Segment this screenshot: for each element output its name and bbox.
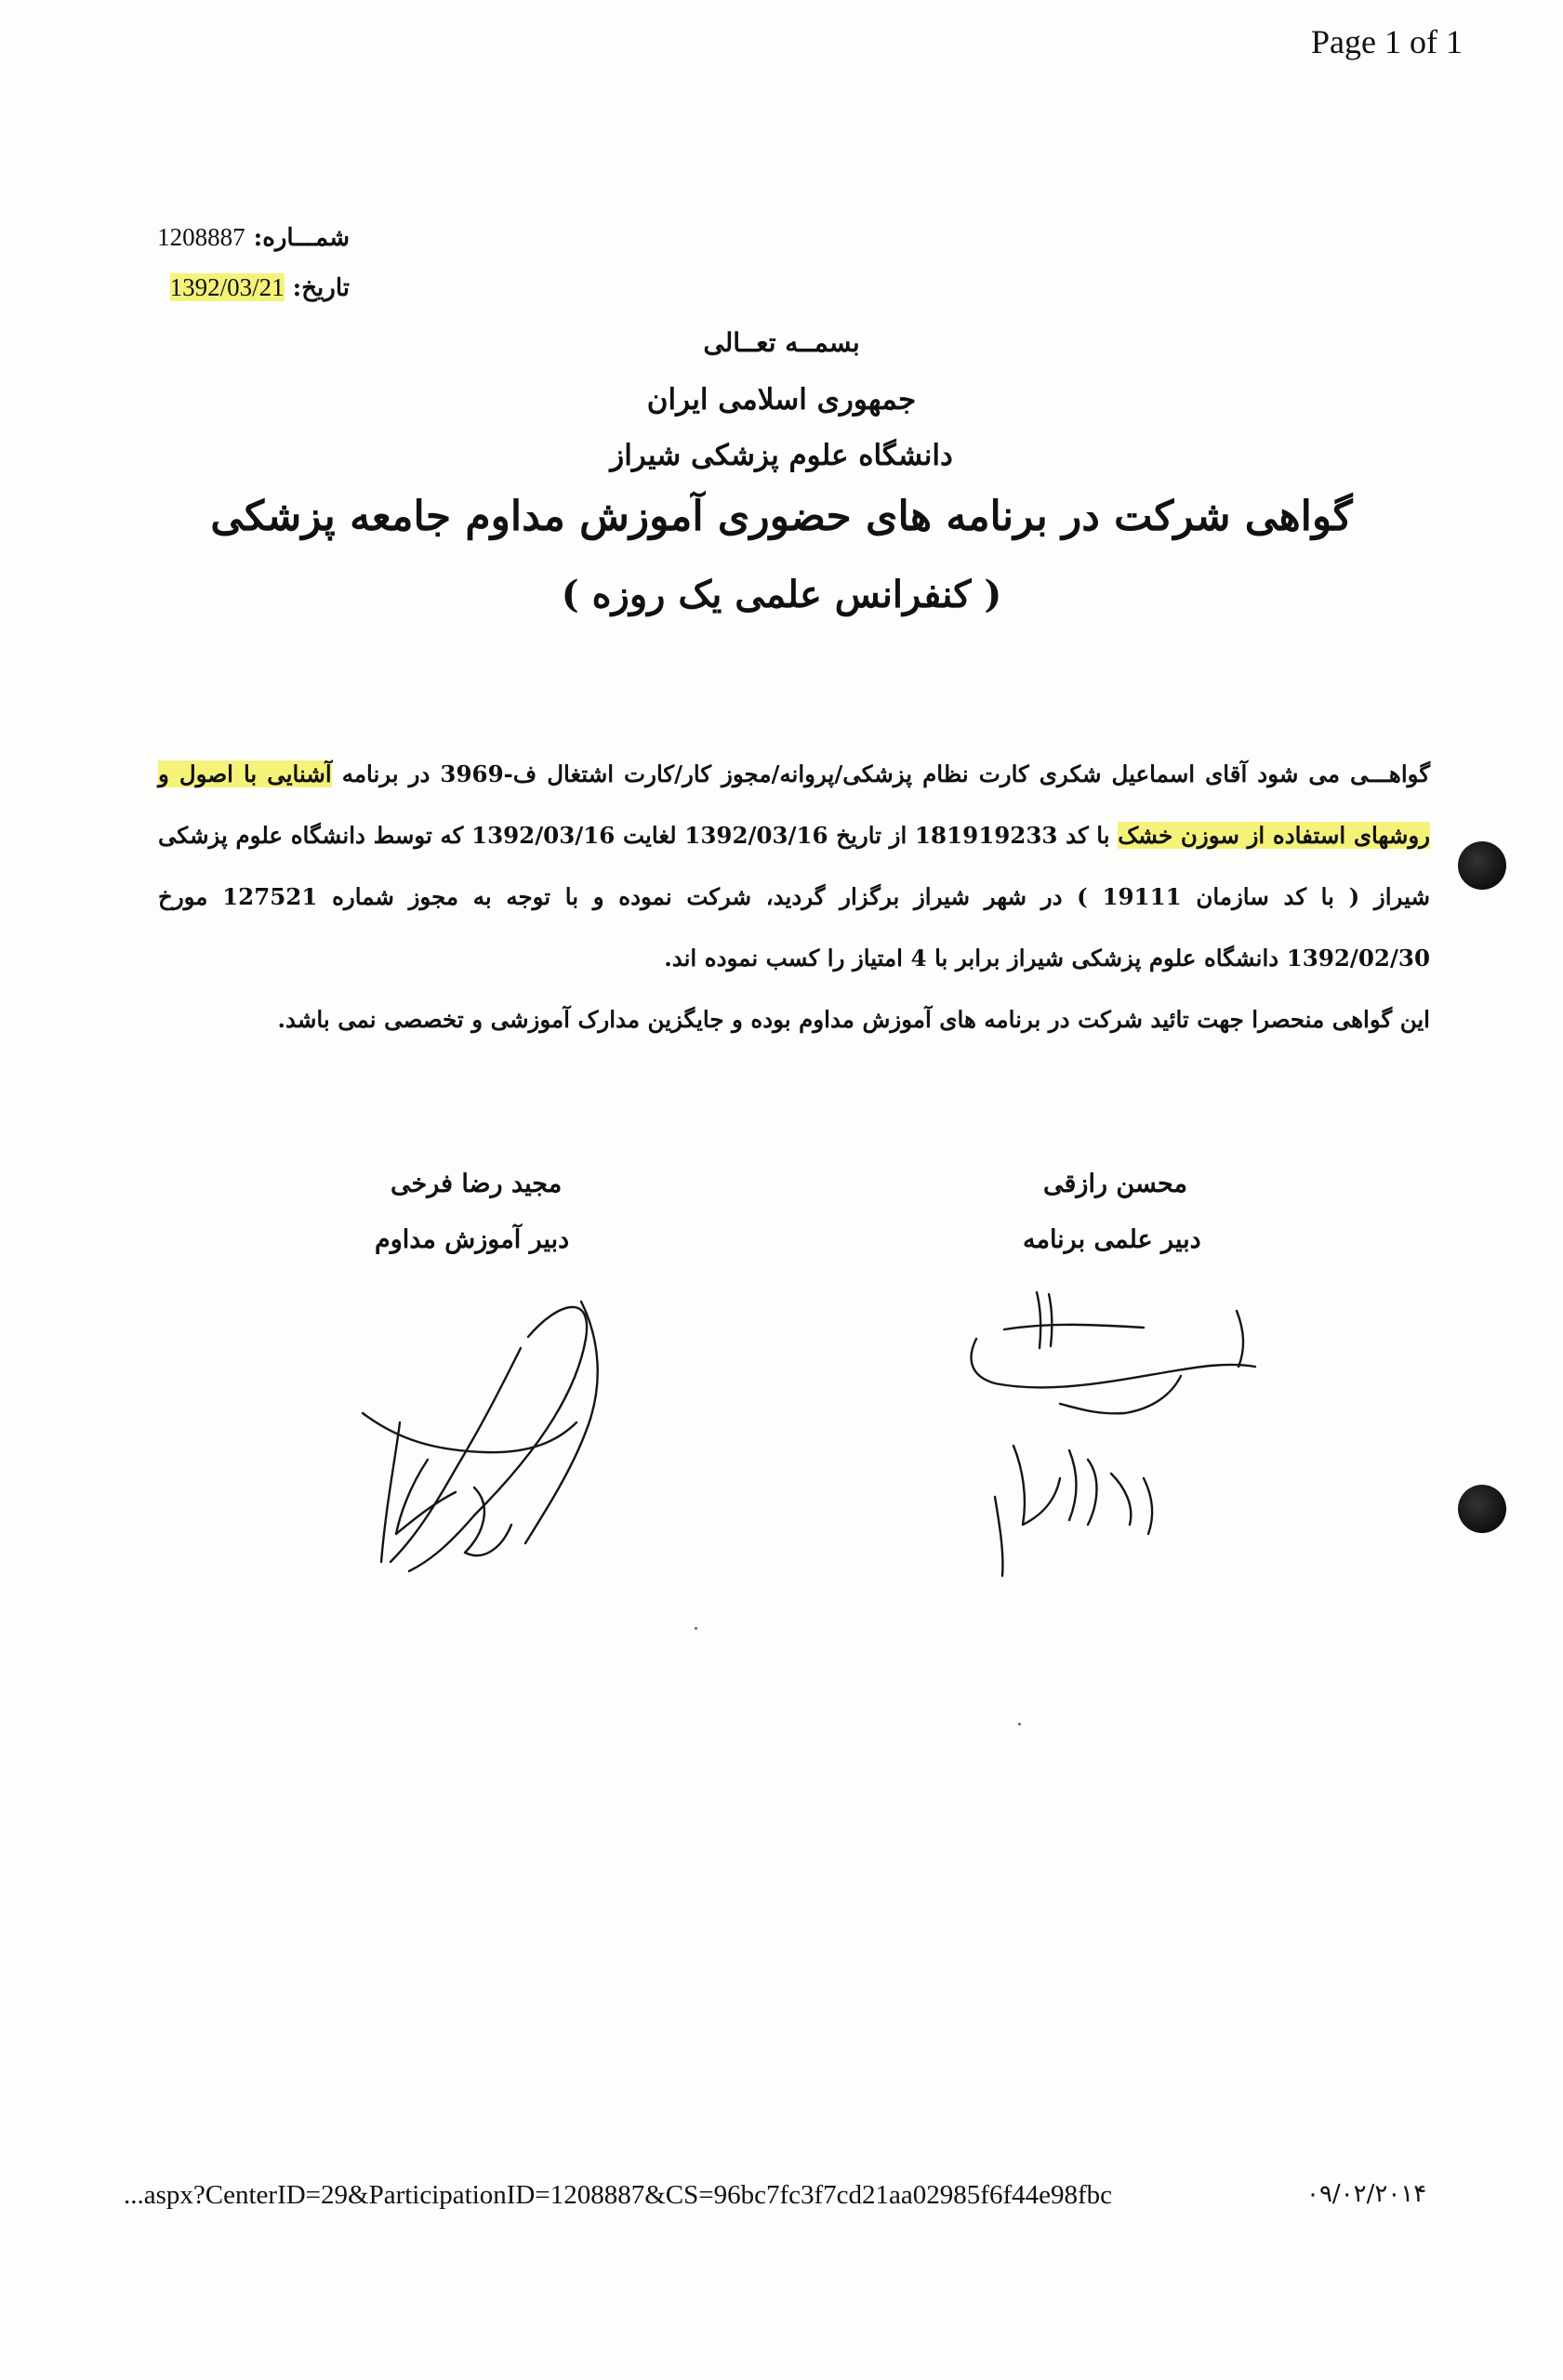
certificate-number-row (157, 223, 350, 252)
certificate-date-label: تاریخ: (292, 274, 350, 302)
statement-part-1: گواهـــی می شود آقای اسماعیل شکری کارت نظام پزشکی/پروانه/مجوز کار/کارت اشتغال ف-3969 در برنامه (341, 760, 1430, 787)
certificate-date-value: 1392/03/21 (169, 273, 285, 301)
certificate-disclaimer: این گواهی منحصرا جهت تائید شرکت در برنامه های آموزش مداوم بوده و جایگزین مدارک آموزشی و تخصصی نمی باشد. (277, 1006, 1430, 1033)
punch-hole-top (1458, 841, 1506, 890)
certificate-number-label: شمـــاره: (253, 224, 350, 252)
republic-heading: جمهوری اسلامی ایران (646, 383, 917, 416)
scan-speck (695, 1627, 697, 1630)
right-signatory-role: دبیر علمی برنامه (1023, 1225, 1201, 1254)
right-signature (948, 1274, 1265, 1580)
certificate-number-value: 1208887 (157, 223, 245, 251)
program-title: آشنایی با اصول و روشهای استفاده از سوزن خشک (158, 760, 1431, 849)
punch-hole-bottom (1458, 1485, 1506, 1533)
certificate-statement (158, 744, 1430, 989)
certificate-body (158, 744, 1430, 1051)
university-heading: دانشگاه علوم پزشکی شیراز (610, 439, 953, 472)
left-signatory-role: دبیر آموزش مداوم (375, 1225, 570, 1254)
footer-print-date: ۰۹/۰۲/۲۰۱۴ (1306, 2180, 1427, 2208)
right-signatory-name: محسن رازقی (1043, 1170, 1187, 1198)
statement-part-2: با کد 181919233 از تاریخ 1392/03/16 لغایت 1392/03/16 که توسط دانشگاه علوم پزشکی شیراز ( با کد سازمان 19111 ) در شهر شیراز برگزار گردید، شرکت نموده و با توجه به مجوز شماره 127521 مورخ 1392/02/30 دانشگاه علوم پزشکی شیراز برابر با 4 امتیاز را کسب نموده اند. (158, 822, 1430, 972)
footer-url: ...aspx?CenterID=29&ParticipationID=1208887&CS=96bc7fc3f7cd21aa02985f6f44e98fbc (124, 2180, 1113, 2210)
left-signatory-name: مجید رضا فرخی (391, 1170, 563, 1198)
scan-speck (1018, 1723, 1021, 1726)
certificate-date-row (170, 273, 350, 302)
conference-subtitle: ( کنفرانس علمی یک روزه ) (561, 573, 1002, 616)
bismillah-heading: بسمــه تعــالی (703, 327, 860, 358)
certificate-title: گواهی شرکت در برنامه های حضوری آموزش مداوم جامعه پزشکی (210, 493, 1353, 540)
page-number: Page 1 of 1 (1311, 23, 1463, 60)
left-signature (344, 1283, 623, 1580)
